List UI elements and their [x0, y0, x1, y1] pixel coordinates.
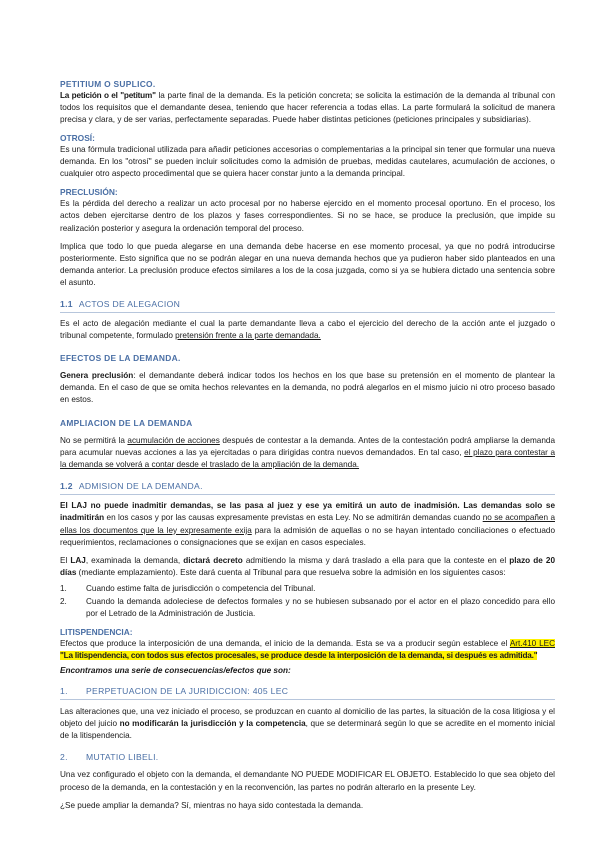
otrosi-text: Es una fórmula tradicional utilizada para añadir peticiones accesorias o complementarias a la principal sin tener que formular una nueva demanda. En los "otrosí" se pueden incluir solicitudes como la admisión de pruebas, medidas cautelares, acumulación de acciones, o cualquier otro aspecto procedimental que se quiera hacer constar junto a la demanda principal. [60, 144, 555, 179]
mutatio-heading: 2. MUTATIO LIBELI. [60, 752, 159, 763]
article-reference: Art.410 LEC [509, 639, 555, 649]
efectos-text: Genera preclusión: el demandante deberá indicar todos los hechos en los que base su pretensión en el momento de plantear la demanda. En el caso de que se omita hechos relevantes en la demanda, no podrá alegarlos en el mismo juicio ni otro proceso basado en estos. [60, 371, 555, 405]
otrosi-heading: OTROSÍ: [60, 132, 95, 143]
litispendencia-quote: "La litispendencia, con todos sus efectos procesales, se produce desde la interposición de la demanda, si después es admitida." [60, 651, 538, 661]
mutatio-paragraph-2: ¿Se puede ampliar la demanda? Sí, mientras no haya sido contestada la demanda. [60, 800, 364, 810]
efectos-heading: EFECTOS DE LA DEMANDA. [60, 353, 181, 364]
section-1-2-heading: 1.2 ADMISION DE LA DEMANDA. [60, 480, 555, 495]
ampliacion-heading: AMPLIACION DE LA DEMANDA [60, 417, 193, 428]
petitum-lead: La petición o el "petitum" [60, 91, 156, 100]
alegacion-text: Es el acto de alegación mediante el cual la parte demandante lleva a cabo el ejercicio del derecho de la acción ante el juzgado o tribunal competente, formulado pretensión frente a la parte demandada. [60, 318, 555, 340]
list-item: 2. Cuando la demanda adoleciese de defectos formales y no se hubiesen subsanado por el actor en el plazo concedido para ello por el Letrado de la Administración de Justicia. [60, 596, 555, 618]
petitum-text: La petición o el "petitum" la parte final de la demanda. Es la petición concreta; se solicita la estimación de la demanda al tribunal con todos los requisitos que el demandante desea, teniendo que hacer referencia a todas ellas. La parte formulará la solicitud de manera precisa y clara, y de ser varias, perfectamente separadas. Puede haber distintas peticiones (peticiones principales y subsidiarias). [60, 91, 555, 125]
petitum-heading: PETITIUM O SUPLICO. [60, 79, 156, 89]
ampliacion-text: No se permitirá la acumulación de acciones después de contestar a la demanda. Antes de la contestación podrá ampliarse la demanda para acumular nuevas acciones a las ya ejercitadas o para dirigidas contra nuevos demandados. En tal caso, el plazo para contestar a la demanda se volverá a contar desde el traslado de la ampliación de la demanda. [60, 435, 556, 470]
perpetuacion-heading: 1. PERPETUACION DE LA JURIDICCION: 405 LEC [60, 685, 555, 700]
litispendencia-text: Efectos que produce la interposición de una demanda, el inicio de la demanda. Esta se va a producir según establece el Art.410 LEC "La litispendencia, con todos sus efectos procesales, se produce desde la interposición de la demanda, si después es admitida." [60, 639, 555, 661]
admision-paragraph-2: El LAJ, examinada la demanda, dictará decreto admitiendo la misma y dará traslado a ella para que la conteste en el plazo de 20 días (mediante emplazamiento). Este dará cuenta al Tribunal para que resuelva sobre la admisión en los siguientes casos: [60, 556, 555, 578]
consecuencias-intro: Encontramos una serie de consecuencias/efectos que son: [60, 665, 291, 675]
section-1-1-heading: 1.1 ACTOS DE ALEGACION [60, 298, 555, 313]
preclusion-heading: PRECLUSIÓN: [60, 187, 118, 198]
list-item: 1. Cuando estime falta de jurisdicción o competencia del Tribunal. [60, 584, 316, 594]
preclusion-paragraph-1: Es la pérdida del derecho a realizar un acto procesal por no haberse ejercido en el momento procesal oportuno. En el proceso, los actos deben ejercitarse dentro de los plazos y fases correspondientes. Si no se hace, se produce la preclusión, que impide su realización posterior y asegura la ordenación temporal del proceso. [60, 199, 555, 233]
admision-list [60, 583, 555, 620]
admision-paragraph-1: El LAJ no puede inadmitir demandas, se las pasa al juez y ese ya emitirá un auto de inadmisión. Las demandas solo se inadmitirán en los casos y por las causas expresamente previstas en esta Ley. No se admitirán demandas cuando no se acompañen a ellas los documentos que la ley expresamente exija para la admisión de aquellas o no se hayan intentado conciliaciones o efectuado requerimientos, reclamaciones o consignaciones que se exijan en casos especiales. [60, 501, 555, 547]
perpetuacion-text: Las alteraciones que, una vez iniciado el proceso, se produzcan en cuanto al domicilio de las partes, la situación de la cosa litigiosa y el objeto del juicio no modificarán la jurisdicción y la competencia, que se determinará según lo que se acredite en el momento inicial de la litispendencia. [60, 706, 555, 741]
preclusion-paragraph-2: Implica que todo lo que pueda alegarse en una demanda debe hacerse en ese momento procesal, ya que no podrá introducirse posteriormente. Esto significa que no se podrán alegar en una nueva demanda hechos que ya pudieron haber sido planteados en una demanda anterior. La preclusión produce efectos similares a los de la cosa juzgada, como si ya se hubiera dictado una sentencia sobre el asunto. [60, 241, 555, 288]
mutatio-paragraph-1: Una vez configurado el objeto con la demanda, el demandante NO PUEDE MODIFICAR EL OBJETO. Establecido lo que sea objeto del proceso de la demanda, en la contestación y en la reconvención, las partes no podrán alterarlo en la presente Ley. [60, 770, 555, 792]
litispendencia-heading: LITISPENDENCIA: [60, 627, 133, 638]
